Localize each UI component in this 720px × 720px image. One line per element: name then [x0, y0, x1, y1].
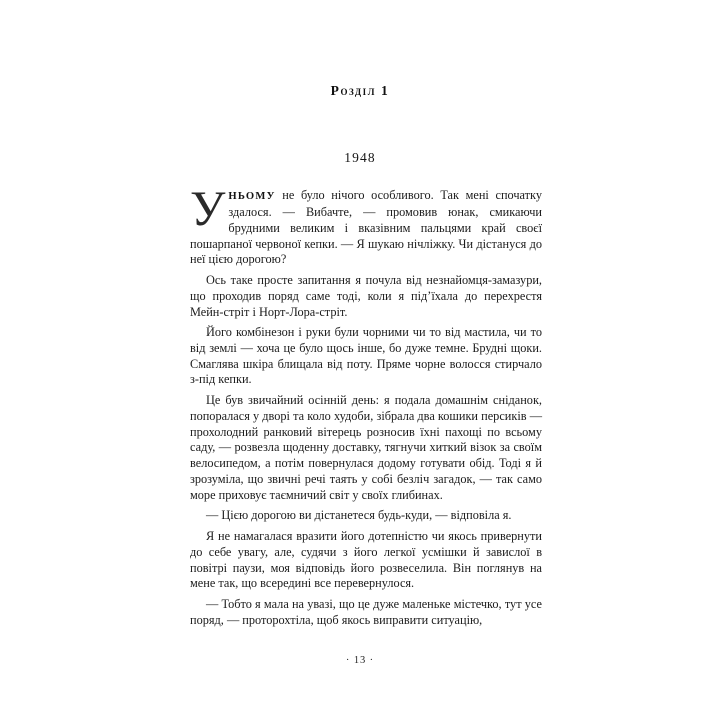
paragraph-1: [190, 180, 542, 268]
paragraph-6: Я не намагалася вразити його дотепністю чи якось привернути до себе увагу, але, судячи з його легкої усмішки й завислої в повітрі паузи, моя відповідь його розвеселила. Він поглянув на мене так, що всередині все перевернулося.: [190, 528, 542, 591]
paragraph-4: Це був звичайний осінній день: я подала домашнім сніданок, попоралася у дворі та коло худоби, зібрала два кошики персиків — прохолодний ранковий вітерець розносив їхні пахощі по всьому саду, — розвезла щоденну доставку, тягнучи хиткий візок за своїм велосипедом, а потім повернулася додому готувати обід. Тоді я й зрозуміла, що звичні речі таять у собі безліч загадок, — так само море приховує таємничий світ у своїх глибинах.: [190, 392, 542, 502]
opening-small-caps: НЬОМУ: [228, 191, 276, 202]
chapter-heading: [0, 82, 720, 100]
paragraph-3: Його комбінезон і руки були чорними чи то від мастила, чи то від землі — хоча це було щось інше, бо дуже темне. Брудні щоки. Смаглява шкіра блищала від поту. Пряме чорне волосся стирчало з-під кепки.: [190, 324, 542, 387]
drop-cap: У: [190, 180, 226, 236]
body-text-column: [190, 180, 542, 629]
paragraph-5: — Цією дорогою ви дістанетеся будь-куди, — відповіла я.: [206, 508, 512, 523]
page-number: · 13 ·: [345, 655, 375, 666]
paragraph-7: — Тобто я мала на увазі, що це дуже маленьке містечко, тут усе поряд, — проторохтіла, щоб якось виправити ситуацію,: [190, 596, 542, 627]
paragraph-1-text: не було нічого особливого. Так мені спочатку здалося. — Вибачте, — промовив юнак, смикаючи брудними великим і вказівним пальцями край своєї пошарпаної червоної кепки. — Я шукаю нічліжку. Чи дістануся до неї цією дорогою?: [190, 188, 542, 267]
chapter-year: 1948: [344, 150, 376, 165]
paragraph-2: Ось таке просте запитання я почула від незнайомця-замазури, що проходив поряд саме тоді, коли я під’їхала до перехрестя Мейн-стріт і Норт-Лора-стріт.: [190, 272, 542, 319]
chapter-title: Розділ 1: [330, 83, 390, 98]
